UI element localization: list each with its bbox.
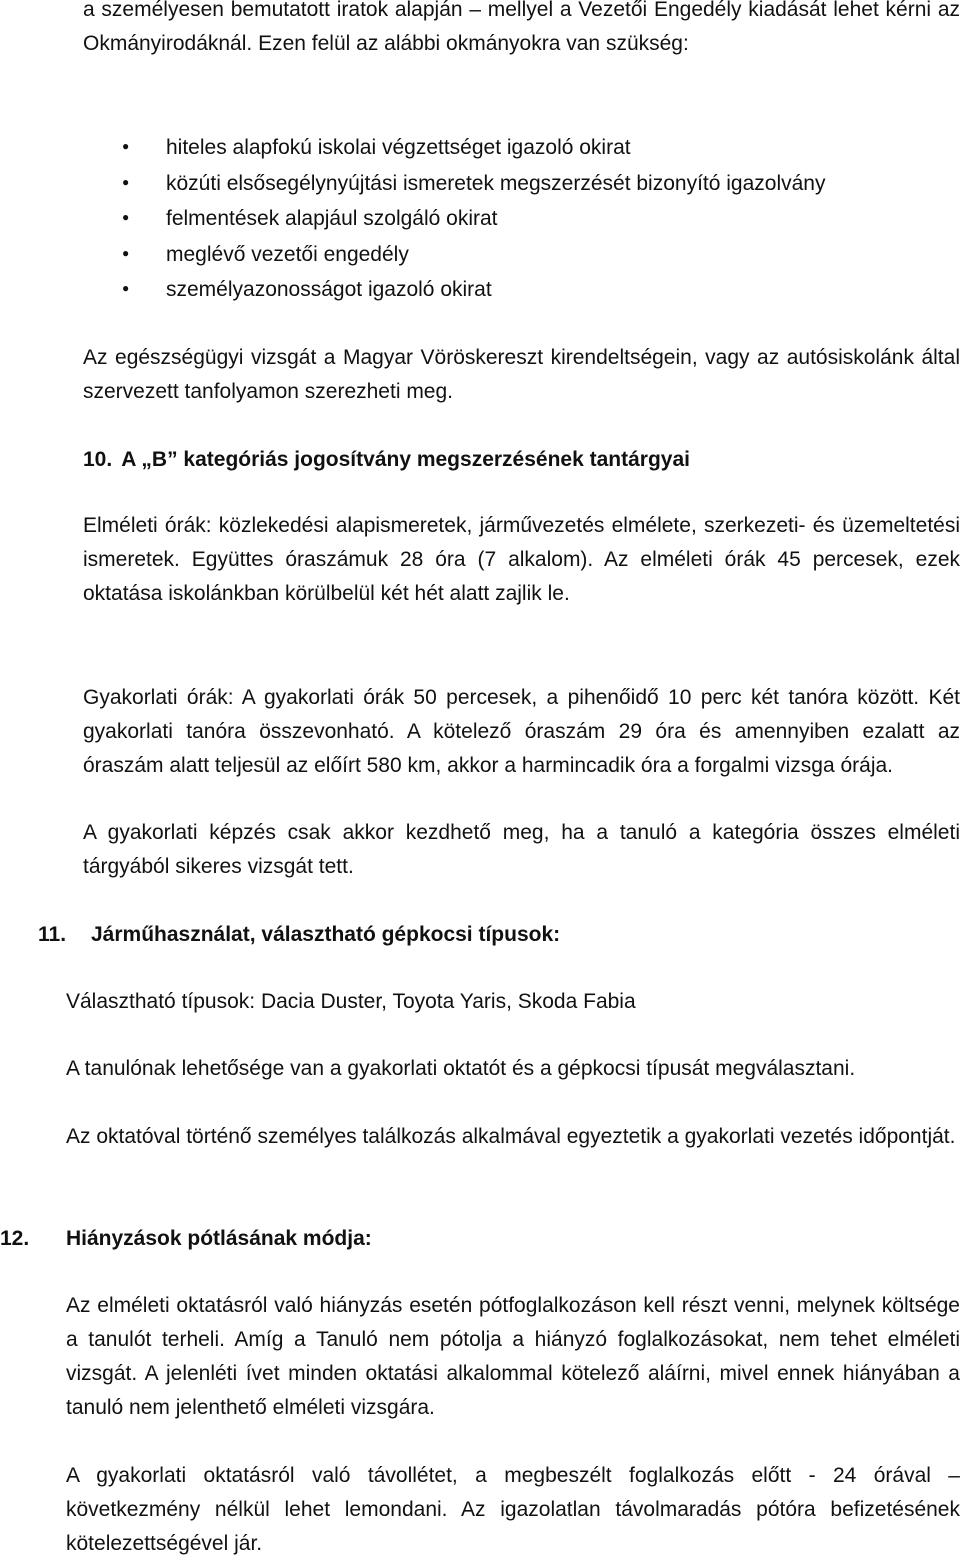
list-item-text: közúti elsősegélynyújtási ismeretek megszerzését bizonyító igazolvány <box>166 171 826 195</box>
bullet-icon: ● <box>122 281 130 295</box>
intro-paragraph: a személyesen bemutatott iratok alapján – mellyel a Vezetői Engedély kiadását lehet kérni az Okmányirodáknál. Ezen felül az alábbi okmányokra van szükség: <box>83 0 960 55</box>
section-title <box>88 443 94 477</box>
list-item-text: hiteles alapfokú iskolai végzettséget igazoló okirat <box>166 136 631 159</box>
section-11-title: Járműhasználat, választható gépkocsi típusok: <box>91 923 561 946</box>
list-item-text: felmentések alapjául szolgáló okirat <box>166 207 498 230</box>
bullet-icon: ● <box>122 139 130 153</box>
list-item-text: személyazonosságot igazoló okirat <box>166 278 492 301</box>
list-item <box>120 166 825 202</box>
practice-absence-paragraph: A gyakorlati oktatásról való távollétet, a megbeszélt foglalkozás előtt - 24 órával – következmény nélkül lehet lemondani. Az igazolatlan távolmaradás pótóra befizetésének kötelezettségével jár. <box>66 1464 960 1555</box>
car-types-line: Választható típusok: Dacia Duster, Toyota Yaris, Skoda Fabia <box>66 990 636 1013</box>
practice-condition-paragraph: A gyakorlati képzés csak akkor kezdhető meg, ha a tanuló a kategória összes elméleti tárgyából sikeres vizsgát tett. <box>83 821 960 878</box>
meeting-paragraph: Az oktatóval történő személyes találkozás alkalmával egyeztetik a gyakorlati vezetés időpontját. <box>66 1125 956 1148</box>
bullet-icon: ● <box>122 210 130 224</box>
list-item <box>120 201 825 237</box>
section-10-heading <box>83 443 112 477</box>
theory-absence-paragraph: Az elméleti oktatásról való hiányzás esetén pótfoglalkozáson kell részt venni, melynek költsége a tanulót terheli. Amíg a Tanuló nem pótolja a hiányzó foglalkozásokat, nem tehet elméleti vizsgát. A jelenléti ívet minden oktatási alkalommal kötelező aláírni, mivel ennek hiányában a tanuló nem jelenthető elméleti vizsgára. <box>66 1294 960 1419</box>
choice-paragraph: A tanulónak lehetősége van a gyakorlati oktatót és a gépkocsi típusát megválasztani. <box>66 1057 856 1080</box>
section-11-number: 11. <box>38 923 67 946</box>
practice-lessons-paragraph: Gyakorlati órák: A gyakorlati órák 50 percesek, a pihenőidő 10 perc két tanóra között. Két gyakorlati tanóra összevonható. A kötelező óraszám 29 óra és amennyiben ezalatt az óraszám alatt teljesül az előírt 580 km, akkor a harmincadik óra a forgalmi vizsga órája. <box>83 686 960 777</box>
bullet-icon: ● <box>122 245 130 260</box>
section-number: 10. <box>83 448 113 471</box>
bullet-icon: ● <box>122 174 130 189</box>
section-12-number: 12. <box>0 1227 30 1250</box>
section-12-title: Hiányzások pótlásának módja: <box>66 1227 372 1250</box>
list-item-text: meglévő vezetői engedély <box>166 242 409 266</box>
list-item <box>120 237 825 273</box>
list-item <box>120 130 825 166</box>
health-exam-paragraph: Az egészségügyi vizsgát a Magyar Vöröskereszt kirendeltségein, vagy az autósiskolánk által szervezett tanfolyamon szerezheti meg. <box>83 346 960 403</box>
theory-lessons-paragraph: Elméleti órák: közlekedési alapismeretek, járművezetés elmélete, szerkezeti- és üzemeltetési ismeretek. Együttes óraszámuk 28 óra (7 alkalom). Az elméleti órák 45 percesek, ezek oktatása iskolánkban körülbelül két hét alatt zajlik le. <box>83 514 960 605</box>
required-documents-list <box>120 130 825 308</box>
section-10-title: A „B” kategóriás jogosítvány megszerzésének tantárgyai <box>121 448 690 471</box>
list-item <box>120 272 825 308</box>
